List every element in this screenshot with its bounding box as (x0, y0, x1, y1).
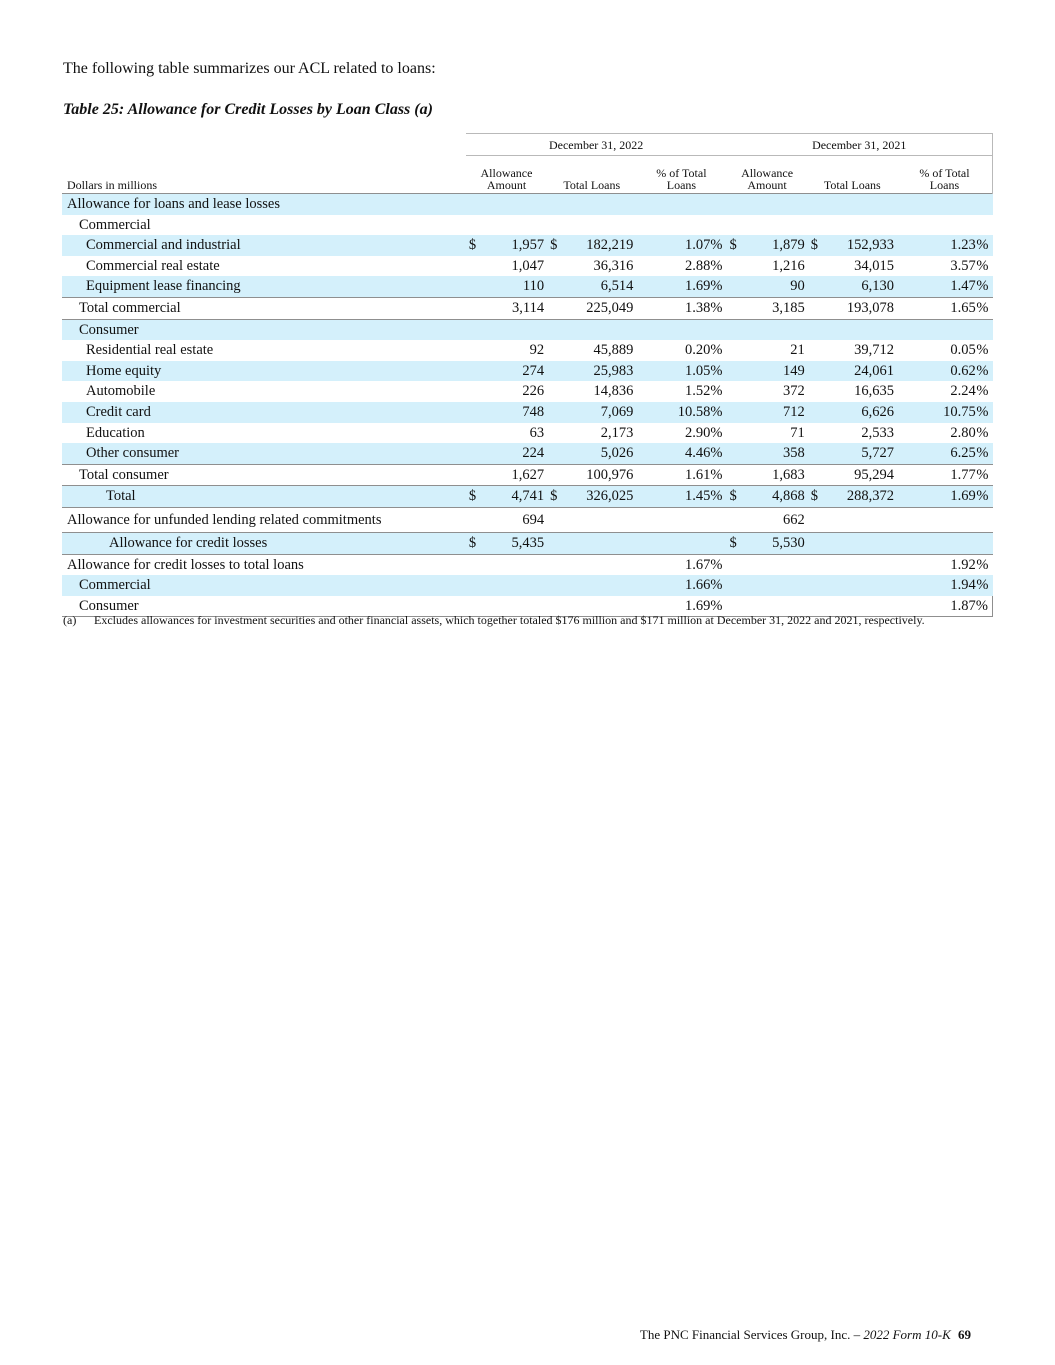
page-footer (640, 1327, 971, 1343)
table-row (62, 554, 993, 575)
dollar-sign: $ (466, 235, 482, 256)
allowance-amount-2022: 92 (529, 342, 545, 359)
percent-sign: % (710, 402, 726, 423)
total-loans-2022: 182,219 (563, 235, 636, 256)
row-label: Allowance for unfunded lending related commitments (62, 507, 466, 532)
page-number: 69 (958, 1327, 971, 1342)
total-loans-2022: 5,026 (563, 443, 636, 464)
percent-sign: % (976, 556, 989, 573)
dollar-sign: $ (726, 532, 742, 554)
pct-total-2021: 0.62 (897, 361, 976, 382)
allowance-amount-2021-header: Allowance Amount (741, 166, 794, 192)
allowance-amount-2022: 1,047 (511, 257, 545, 274)
footnote-text: Excludes allowances for investment securities and other financial assets, which together totaled $176 million and $171 million at December 31, 2022 and 2021, respectively. (94, 613, 925, 627)
dollar-sign: $ (726, 235, 742, 256)
row-label: Consumer (62, 319, 466, 340)
allowance-amount-2021: 372 (782, 383, 805, 400)
period-2021-header: December 31, 2021 (726, 134, 992, 156)
total-loans-2021: 34,015 (854, 257, 894, 274)
pct-total-2021-header: % of Total Loans (897, 156, 993, 194)
total-loans-2021: 6,626 (824, 402, 897, 423)
total-loans-2022: 2,173 (600, 424, 634, 441)
pct-total-2022: 1.45 (636, 486, 710, 508)
column-header-row (62, 156, 993, 194)
percent-sign: % (710, 257, 723, 274)
table-row (62, 235, 993, 256)
table-row (62, 402, 993, 423)
table-row (62, 532, 993, 554)
allowance-amount-2021: 90 (742, 276, 807, 297)
total-loans-2021: 6,130 (824, 276, 897, 297)
total-loans-2021: 39,712 (854, 342, 894, 359)
percent-sign: % (710, 383, 723, 400)
allowance-amount-2022: 5,435 (482, 532, 547, 554)
total-loans-2021: 16,635 (854, 383, 894, 400)
pct-total-2021: 1.92 (950, 556, 976, 573)
dollar-sign: $ (808, 235, 824, 256)
dollar-sign: $ (466, 532, 482, 554)
table-row (62, 464, 993, 486)
percent-sign: % (976, 486, 993, 508)
pct-total-2022: 10.58 (636, 402, 710, 423)
total-loans-2022-header: Total Loans (563, 178, 621, 192)
row-label: Allowance for credit losses to total loans (67, 556, 304, 573)
total-loans-2022: 25,983 (563, 361, 636, 382)
row-label: Total commercial (62, 297, 466, 319)
allowance-amount-2021: 1,216 (772, 257, 805, 274)
pct-total-2022: 1.05 (636, 361, 710, 382)
table-title: Table 25: Allowance for Credit Losses by Loan Class (a) (63, 101, 433, 118)
percent-sign: % (710, 297, 726, 319)
percent-sign: % (976, 464, 993, 486)
percent-sign: % (976, 342, 989, 359)
dollar-sign: $ (466, 486, 482, 508)
percent-sign: % (976, 361, 993, 382)
footnote (63, 613, 925, 628)
row-label: Residential real estate (86, 342, 214, 359)
dollar-sign: $ (547, 486, 563, 508)
percent-sign: % (710, 235, 726, 256)
allowance-amount-2021: 5,530 (742, 532, 807, 554)
total-loans-2021: 95,294 (824, 464, 897, 486)
total-loans-2021-header: Total Loans (823, 178, 881, 192)
period-2022-header: December 31, 2022 (466, 134, 727, 156)
table-row (62, 443, 993, 464)
footer-form: 2022 Form 10-K (863, 1327, 951, 1342)
allowance-amount-2021: 1,879 (742, 235, 807, 256)
total-loans-2021: 24,061 (824, 361, 897, 382)
row-label: Allowance for loans and lease losses (62, 194, 466, 215)
pct-total-2021: 1.87 (897, 596, 976, 617)
pct-total-2022: 1.52 (684, 383, 711, 400)
pct-total-2022: 2.88 (684, 257, 711, 274)
percent-sign: % (976, 383, 989, 400)
row-label: Commercial (79, 216, 151, 233)
row-label: Credit card (62, 402, 466, 423)
pct-total-2022: 1.61 (636, 464, 710, 486)
allowance-amount-2022-header: Allowance Amount (480, 166, 533, 192)
row-label: Commercial real estate (86, 257, 220, 274)
allowance-amount-2022: 3,114 (482, 297, 547, 319)
pct-total-2022: 1.69 (636, 276, 710, 297)
row-label: Consumer (62, 596, 466, 617)
dollar-sign: $ (547, 235, 563, 256)
percent-sign: % (976, 575, 993, 596)
row-label: Total consumer (62, 464, 466, 486)
total-loans-2022: 326,025 (563, 486, 636, 508)
pct-total-2022-header: % of Total Loans (656, 166, 707, 192)
row-label: Total (62, 486, 466, 508)
pct-total-2022: 4.46 (636, 443, 710, 464)
pct-total-2022: 1.67 (684, 556, 711, 573)
allowance-amount-2022: 224 (482, 443, 547, 464)
row-label: Automobile (86, 383, 156, 400)
percent-sign: % (710, 342, 723, 359)
table-row (62, 575, 993, 596)
table-row (62, 256, 993, 277)
percent-sign: % (976, 276, 993, 297)
pct-total-2021: 2.24 (950, 383, 976, 400)
period-header-row (62, 134, 993, 156)
allowance-amount-2021: 662 (742, 507, 807, 532)
percent-sign: % (976, 257, 989, 274)
percent-sign: % (710, 486, 726, 508)
pct-total-2021: 1.65 (897, 297, 976, 319)
allowance-amount-2022: 1,957 (482, 235, 547, 256)
pct-total-2021: 6.25 (897, 443, 976, 464)
allowance-amount-2022: 4,741 (482, 486, 547, 508)
total-loans-2022: 45,889 (593, 342, 634, 359)
table-row (62, 276, 993, 297)
total-loans-2021: 2,533 (861, 424, 894, 441)
allowance-amount-2021: 4,868 (742, 486, 807, 508)
total-loans-2022: 7,069 (563, 402, 636, 423)
total-loans-2022: 225,049 (563, 297, 636, 319)
total-loans-2022: 14,836 (593, 383, 634, 400)
allowance-amount-2022: 274 (482, 361, 547, 382)
pct-total-2022: 1.38 (636, 297, 710, 319)
pct-total-2022: 0.20 (684, 342, 711, 359)
percent-sign: % (710, 361, 726, 382)
total-loans-2021: 193,078 (824, 297, 897, 319)
total-loans-2022: 6,514 (563, 276, 636, 297)
intro-text: The following table summarizes our ACL related to loans: (63, 60, 436, 77)
table-row (62, 319, 993, 340)
allowance-amount-2022: 226 (522, 383, 545, 400)
percent-sign: % (976, 443, 993, 464)
allowance-amount-2022: 1,627 (482, 464, 547, 486)
table-row (62, 507, 993, 532)
row-label: Other consumer (62, 443, 466, 464)
pct-total-2021: 1.77 (897, 464, 976, 486)
allowance-amount-2022: 63 (529, 424, 545, 441)
total-loans-2021: 5,727 (824, 443, 897, 464)
allowance-amount-2021: 71 (790, 424, 805, 441)
percent-sign: % (976, 596, 993, 617)
acl-table (62, 133, 993, 617)
table-row (62, 194, 993, 215)
pct-total-2021: 0.05 (950, 342, 976, 359)
allowance-amount-2021: 149 (742, 361, 807, 382)
total-loans-2022: 100,976 (563, 464, 636, 486)
allowance-amount-2021: 3,185 (742, 297, 807, 319)
row-label: Equipment lease financing (62, 276, 466, 297)
footer-company: The PNC Financial Services Group, Inc. – (639, 1327, 861, 1342)
pct-total-2022: 2.90 (684, 424, 711, 441)
total-loans-2021: 152,933 (824, 235, 897, 256)
table-row (62, 361, 993, 382)
percent-sign: % (710, 424, 723, 441)
table-row (62, 381, 993, 402)
table-row (62, 486, 993, 508)
total-loans-2021: 288,372 (824, 486, 897, 508)
row-label: Commercial and industrial (62, 235, 466, 256)
allowance-amount-2021: 712 (742, 402, 807, 423)
row-label: Commercial (62, 575, 466, 596)
percent-sign: % (976, 424, 989, 441)
dollar-sign: $ (726, 486, 742, 508)
percent-sign: % (710, 556, 723, 573)
percent-sign: % (710, 464, 726, 486)
pct-total-2021: 2.80 (950, 424, 976, 441)
allowance-amount-2022: 110 (482, 276, 547, 297)
percent-sign: % (710, 443, 726, 464)
allowance-amount-2022: 748 (482, 402, 547, 423)
dollar-sign: $ (808, 486, 824, 508)
table-row (62, 215, 993, 236)
total-loans-2022: 36,316 (593, 257, 634, 274)
percent-sign: % (976, 297, 993, 319)
pct-total-2021: 10.75 (897, 402, 976, 423)
row-label: Education (86, 424, 145, 441)
pct-total-2021: 1.69 (897, 486, 976, 508)
table-row (62, 423, 993, 444)
percent-sign: % (710, 575, 726, 596)
percent-sign: % (976, 235, 993, 256)
percent-sign: % (976, 402, 993, 423)
allowance-amount-2021: 358 (742, 443, 807, 464)
pct-total-2022: 1.07 (636, 235, 710, 256)
pct-total-2021: 1.23 (897, 235, 976, 256)
pct-total-2021: 1.47 (897, 276, 976, 297)
allowance-amount-2022: 694 (482, 507, 547, 532)
allowance-amount-2021: 21 (790, 342, 805, 359)
table-row (62, 340, 993, 361)
pct-total-2022: 1.69 (636, 596, 710, 617)
allowance-amount-2021: 1,683 (742, 464, 807, 486)
pct-total-2022: 1.66 (636, 575, 710, 596)
row-label: Allowance for credit losses (62, 532, 466, 554)
footnote-marker: (a) (63, 613, 77, 627)
row-label: Home equity (62, 361, 466, 382)
percent-sign: % (710, 596, 726, 617)
units-label: Dollars in millions (67, 178, 157, 192)
percent-sign: % (710, 276, 726, 297)
pct-total-2021: 3.57 (950, 257, 976, 274)
pct-total-2021: 1.94 (897, 575, 976, 596)
table-row (62, 297, 993, 319)
